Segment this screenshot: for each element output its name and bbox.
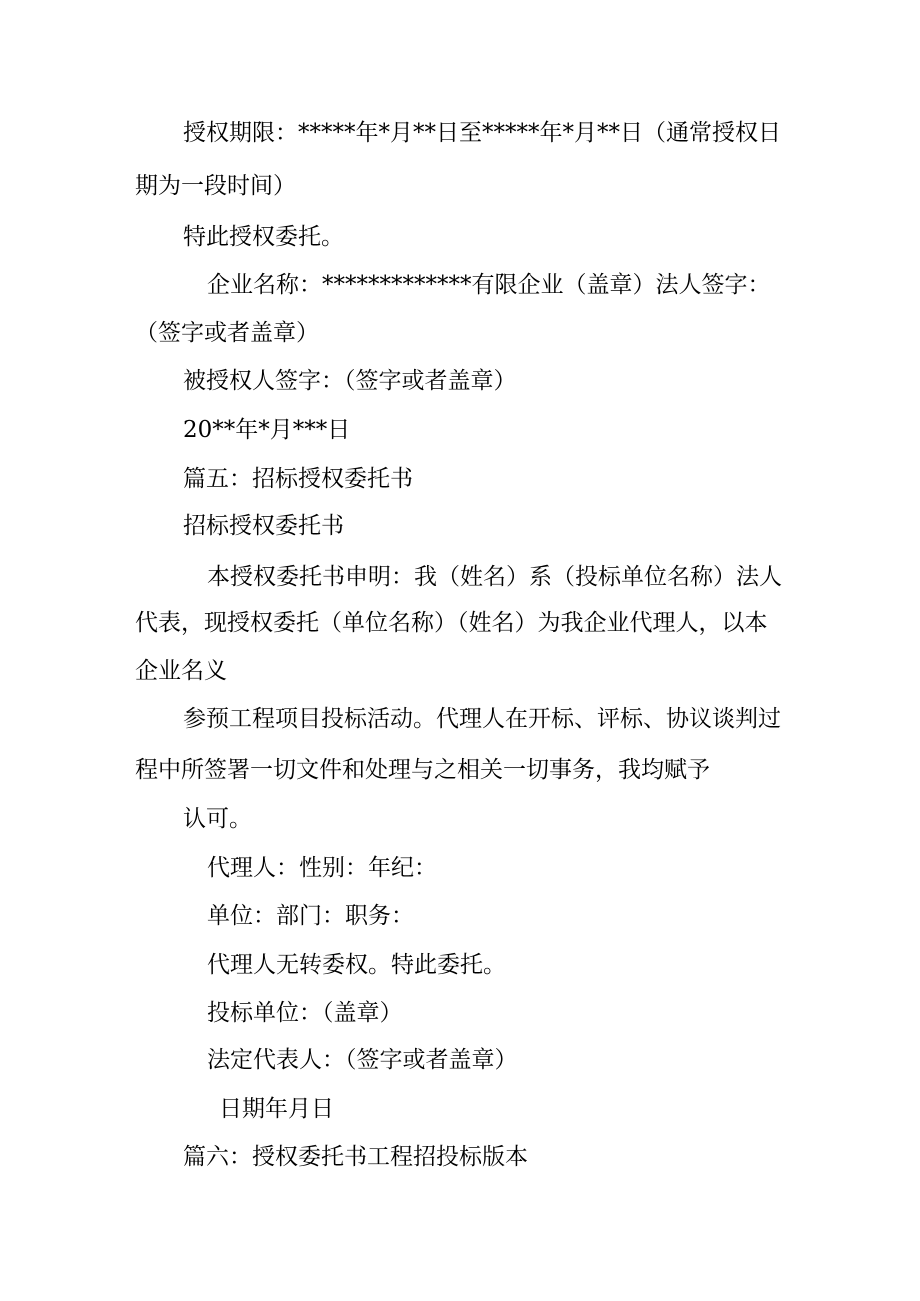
text-line: 日期年月日 <box>219 1096 334 1122</box>
text-line: 投标单位：（盖章） <box>207 1000 403 1026</box>
text-line: 代理人：性别：年纪： <box>207 855 437 881</box>
text-line: 被授权人签字：（签字或者盖章） <box>183 368 517 394</box>
text-line: 单位：部门：职务： <box>207 903 414 929</box>
text-line: 代表，现授权委托（单位名称）（姓名）为我企业代理人，以本 <box>135 610 768 636</box>
text-line: 特此授权委托。 <box>183 224 344 250</box>
section-heading: 篇六：授权委托书工程招投标版本 <box>183 1144 528 1170</box>
section-title: 招标授权委托书 <box>183 513 344 539</box>
text-line: 企业名称：*************有限企业（盖章）法人签字： <box>207 272 771 298</box>
text-line: 授权期限：*****年*月**日至*****年*月**日（通常授权日 <box>183 120 781 146</box>
text-line: 参预工程项目投标活动。代理人在开标、评标、协议谈判过 <box>183 706 781 732</box>
text-line: （签字或者盖章） <box>135 320 319 346</box>
text-line: 本授权委托书申明：我（姓名）系（投标单位名称）法人 <box>207 564 782 590</box>
text-line: 期为一段时间） <box>135 173 296 199</box>
text-line: 认可。 <box>183 806 252 832</box>
text-line: 程中所签署一切文件和处理与之相关一切事务，我均赋予 <box>135 757 710 783</box>
text-line: 法定代表人：（签字或者盖章） <box>207 1047 518 1073</box>
text-line: 20**年*月***日 <box>183 417 351 443</box>
text-line: 企业名义 <box>135 658 227 684</box>
text-line: 代理人无转委权。特此委托。 <box>207 952 506 978</box>
section-heading: 篇五：招标授权委托书 <box>183 466 413 492</box>
